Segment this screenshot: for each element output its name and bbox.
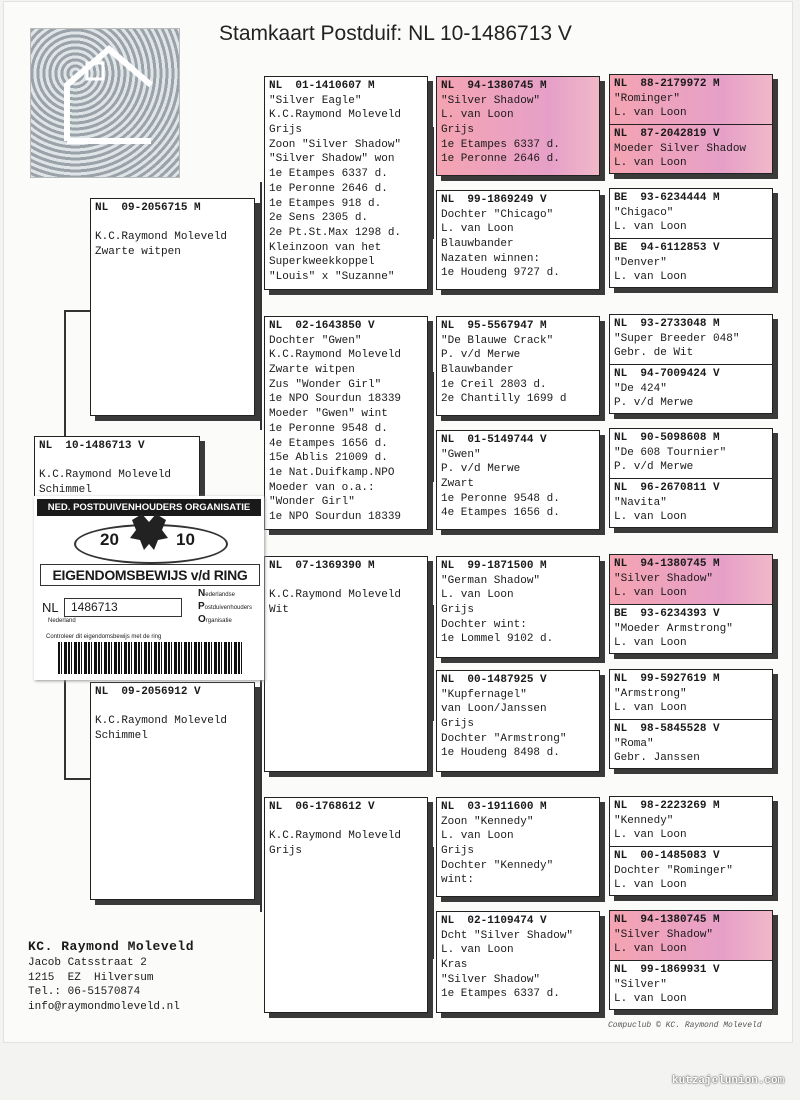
pedigree-box-great-grandparent: NL 95-5567947 M "De Blauwe Crack" P. v/d Merwe Blauwbander 1e Creil 2803 d. 2e Chantilly 1699 d [436,316,600,416]
pedigree-pair-box: NL 90-5098608 M "De 608 Tournier" P. v/d Merwe NL 96-2670811 V "Navita" L. van Loon [609,428,773,528]
pedigree-box-grandparent: NL 07-1369390 M K.C.Raymond Moleveld Wit [264,556,428,772]
pedigree-box-grandparent: NL 02-1643850 V Dochter "Gwen" K.C.Raymond Moleveld Zwarte witpen Zus "Wonder Girl" 1e NPO Sourdun 18339 Moeder "Gwen" wint 1e Peronne 9548 d. 4e Etampes 1656 d. 15e Ablis 21009 d. 1e Nat.Duifkamp.NPO Moeder van o.a.: "Wonder Girl" 1e NPO Sourdun 18339 [264,316,428,530]
pedigree-box-great-grandparent: NL 01-5149744 V "Gwen" P. v/d Merwe Zwart 1e Peronne 9548 d. 4e Etampes 1656 d. [436,430,600,530]
org-banner: NED. POSTDUIVENHOUDERS ORGANISATIE [37,499,261,516]
connector-line [260,662,262,912]
country-code: NL [42,600,59,615]
year-left: 20 [100,530,119,549]
ring-number: 1486713 [64,598,182,617]
pedigree-pair-box: BE 93-6234444 M "Chigaco" L. van Loon BE 94-6112853 V "Denver" L. van Loon [609,188,773,288]
pedigree-box-father: NL 09-2056715 M K.C.Raymond Moleveld Zwarte witpen [90,198,255,416]
connector-line [432,127,434,239]
page-title: Stamkaart Postduif: NL 10-1486713 V [219,22,572,45]
pedigree-box-great-grandparent: NL 00-1487925 V "Kupfernagel" van Loon/Janssen Grijs Dochter "Armstrong" 1e Houdeng 8498 d. [436,670,600,772]
logo-house-icon [30,28,180,178]
control-note: Controleer dit eigendomsbewijs met de ring [46,634,162,640]
phone-line: Tel.: 06-51570874 [28,986,141,998]
breeder-name: KC. Raymond Moleveld [28,939,195,954]
pedigree-sheet [4,2,792,1042]
ownership-certificate-card [34,496,264,680]
connector-line [64,778,90,780]
pedigree-box-mother: NL 09-2056912 V K.C.Raymond Moleveld Schimmel [90,682,255,900]
barcode [58,642,244,674]
connector-line [260,182,262,430]
footer-credit: Compuclub © KC. Raymond Moleveld [608,1021,762,1030]
pedigree-pair-box: NL 88-2179972 M "Rominger" L. van Loon NL 87-2042819 V Moeder Silver Shadow L. van Loon [609,74,773,174]
pedigree-box-great-grandparent: NL 02-1109474 V Dcht "Silver Shadow" L. van Loon Kras "Silver Shadow" 1e Etampes 6337 d. [436,911,600,1013]
pedigree-box-great-grandparent: NL 99-1871500 M "German Shadow" L. van Loon Grijs Dochter wint: 1e Lommel 9102 d. [436,556,600,658]
pedigree-box-subject: NL 10-1486713 V K.C.Raymond Moleveld Schimmel [34,436,200,556]
email-link[interactable]: info@raymondmoleveld.nl [28,1000,180,1013]
pedigree-box-great-grandparent: NL 99-1869249 V Dochter "Chicago" L. van Loon Blauwbander Nazaten winnen: 1e Houdeng 9727 d. [436,190,600,290]
certificate-title: EIGENDOMSBEWIJS v/d RING [40,564,260,586]
npo-legend: Nederlandse Postduivenhouders Organisatie [198,588,253,625]
pedigree-pair-box: NL 99-5927619 M "Armstrong" L. van Loon NL 98-5845528 V "Roma" Gebr. Janssen [609,669,773,769]
address-line: Jacob Catsstraat 2 [28,957,147,969]
postal-line: 1215 EZ Hilversum [28,971,154,984]
lion-emblem-icon [124,510,174,558]
pedigree-pair-box: NL 94-1380745 M "Silver Shadow" L. van Loon BE 93-6234393 V "Moeder Armstrong" L. van Loon [609,554,773,654]
connector-line [64,310,90,312]
pedigree-box-grandparent: NL 01-1410607 M "Silver Eagle" K.C.Raymond Moleveld Grijs Zoon "Silver Shadow" "Silver Shadow" won 1e Etampes 6337 d. 1e Peronne 2646 d. 1e Etampes 918 d. 2e Sens 2305 d. 2e Pt.St.Max 1298 d. Kleinzoon van het Superkweekkoppel "Louis" x "Suzanne" [264,76,428,290]
pedigree-box-great-grandparent: NL 03-1911600 M Zoon "Kennedy" L. van Loon Grijs Dochter "Kennedy" wint: [436,797,600,897]
connector-line [432,847,434,959]
pedigree-pair-box: NL 94-1380745 M "Silver Shadow" L. van Loon NL 99-1869931 V "Silver" L. van Loon [609,910,773,1010]
pedigree-pair-box: NL 98-2223269 M "Kennedy" L. van Loon NL 00-1485083 V Dochter "Rominger" L. van Loon [609,796,773,896]
country-name: Nederland [48,618,76,624]
pedigree-box-grandparent: NL 06-1768612 V K.C.Raymond Moleveld Grijs [264,797,428,1013]
breeder-contact [28,938,194,1014]
watermark: kutzajelunion.com [672,1075,785,1087]
connector-line [432,372,434,482]
year-right: 10 [176,530,195,549]
connector-line [432,605,434,721]
pedigree-box-great-grandparent: NL 94-1380745 M "Silver Shadow" L. van Loon Grijs 1e Etampes 6337 d. 1e Peronne 2646 d. [436,76,600,176]
pedigree-pair-box: NL 93-2733048 M "Super Breeder 048" Gebr. de Wit NL 94-7009424 V "De 424" P. v/d Merwe [609,314,773,414]
